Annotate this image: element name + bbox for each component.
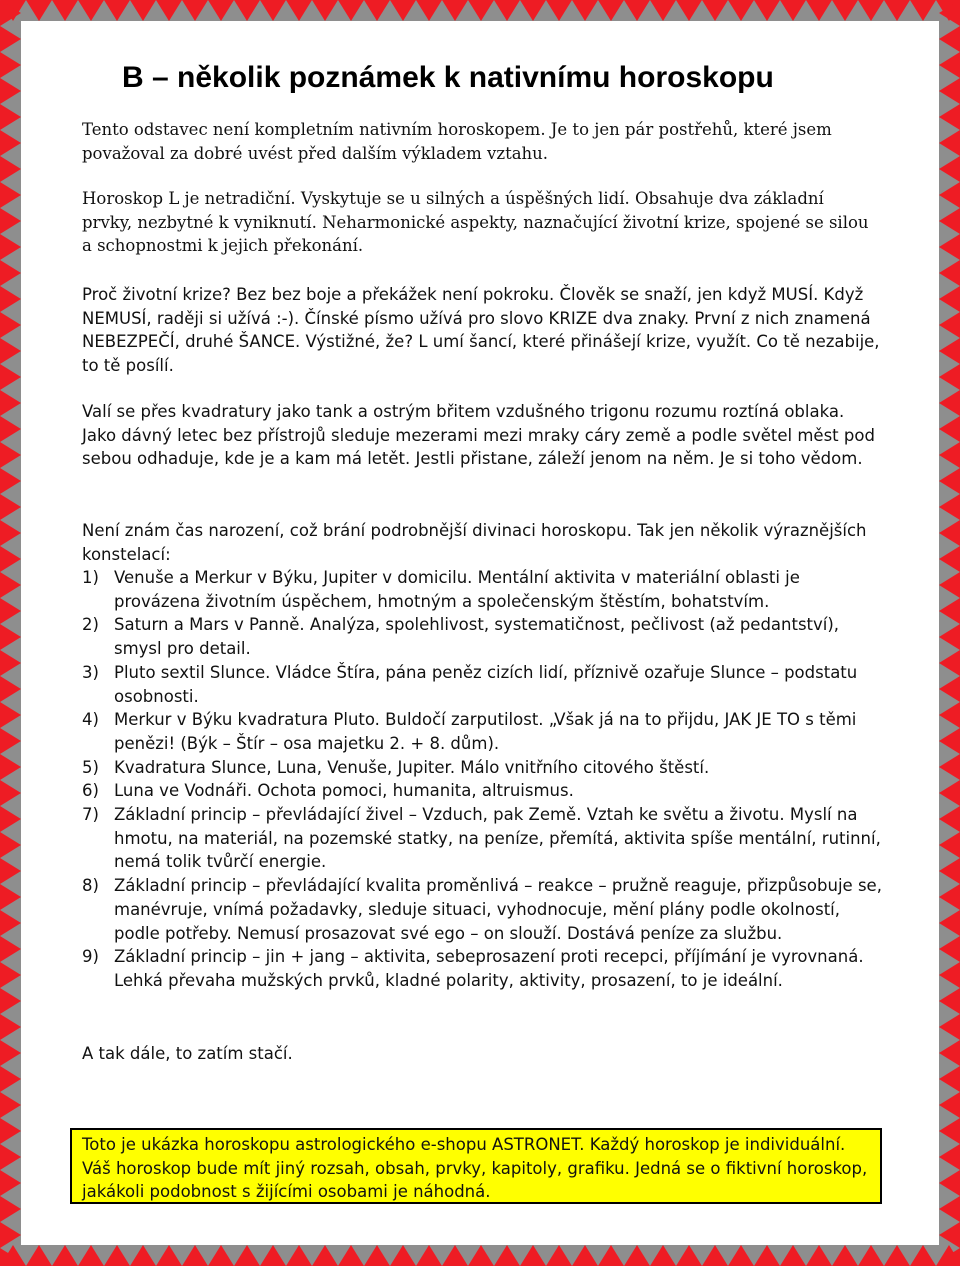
list-item [82, 803, 882, 874]
list-text: Základní princip – převládající živel – Vzduch, pak Země. Vztah ke světu a životu. Myslí na hmotu, na materiál, na pozemské statky, na peníze, přemítá, aktivita spíše mentální, rutinní, nemá tolik tvůrčí energie. [114, 805, 881, 872]
horoskop-paragraph: Horoskop L je netradiční. Vyskytuje se u silných a úspěšných lidí. Obsahuje dva základní prvky, nezbytné k vyniknutí. Neharmonické aspekty, naznačující životní krize, spojené se silou a schopnostmi k jejich překonání. [82, 189, 869, 256]
list-number: 3) [82, 662, 99, 682]
list-text: Saturn a Mars v Panně. Analýza, spolehlivost, systematičnost, pečlivost (až pedantství), smysl pro detail. [114, 615, 840, 659]
constellation-list [82, 566, 882, 993]
list-item [82, 874, 882, 945]
list-text: Základní princip – jin + jang – aktivita, sebeprosazení proti recepci, příjímání je vyrovnaná. Lehká převaha mužských prvků, kladné polarity, aktivity, prosazení, to je ideální. [114, 947, 864, 990]
list-text: Luna ve Vodnáři. Ochota pomoci, humanita, altruismus. [114, 781, 574, 801]
list-text: Venuše a Merkur v Býku, Jupiter v domicilu. Mentální aktivita v materiální oblasti je provázena životním úspěchem, hmotným a společenským štěstím, bohatstvím. [114, 568, 800, 611]
list-item [82, 708, 882, 755]
list-number: 8) [82, 876, 99, 896]
page-title: B – několik poznámek k nativnímu horoskopu [122, 61, 774, 94]
list-number: 9) [82, 947, 99, 967]
crisis-paragraph: Proč životní krize? Bez bez boje a překážek není pokroku. Člověk se snaží, jen když MUSÍ. Když NEMUSÍ, raději si užívá :-). Čínské písmo užívá pro slovo KRIZE dva znaky. První z nich znamená NEBEZPEČÍ, druhé ŠANCE. Výstižné, že? L umí šancí, které přinášejí krize, využít. Co tě nezabije, to tě posílí. [82, 285, 880, 376]
list-number: 5) [82, 757, 99, 777]
list-number: 7) [82, 805, 99, 825]
list-item [82, 613, 882, 660]
list-item [82, 945, 882, 992]
list-text: Kvadratura Slunce, Luna, Venuše, Jupiter. Málo vnitřního citového štěstí. [114, 757, 710, 777]
list-number: 1) [82, 568, 99, 587]
list-number: 6) [82, 781, 99, 801]
list-text: Pluto sextil Slunce. Vládce Štíra, pána peněz cizích lidí, příznivě ozařuje Slunce – podstatu osobnosti. [114, 662, 858, 706]
list-text: Základní princip – převládající kvalita proměnlivá – reakce – pružně reaguje, přizpůsobuje se, manévruje, vnímá požadavky, sleduje situaci, vyhodnocuje, mění plány podle okolností, podle potřeby. Nemusí prosazovat své ego – on slouží. Dostává peníze za službu. [114, 876, 882, 943]
list-item [82, 661, 882, 708]
list-item [82, 779, 882, 803]
birth-time-paragraph: Není znám čas narození, což brání podrobnější divinaci horoskopu. Tak jen několik výraznějších konstelací: [82, 521, 867, 564]
sample-notice-box: Toto je ukázka horoskopu astrologického e-shopu ASTRONET. Každý horoskop je individuální. Váš horoskop bude mít jiný rozsah, obsah, prvky, kapitoly, grafiku. Jedná se o fiktivní horoskop, jakákoli podobnost s žijícími osobami je náhodná. [70, 1128, 882, 1204]
intro-paragraph: Tento odstavec není kompletním nativním horoskopem. Je to jen pár postřehů, které jsem považoval za dobré uvést před dalším výkladem vztahu. [82, 120, 832, 163]
quadrature-paragraph: Valí se přes kvadratury jako tank a ostrým břitem vzdušného trigonu rozumu roztíná oblaka. Jako dávný letec bez přístrojů sleduje mezerami mezi mraky cáry země a podle světel měst pod sebou odhaduje, kde je a kam má letět. Jestli přistane, záleží jenom na něm. Je si toho vědom. [82, 402, 875, 469]
closing-line: A tak dále, to zatím stačí. [82, 1044, 293, 1063]
list-item [82, 756, 882, 780]
list-item [82, 566, 882, 613]
list-number: 4) [82, 710, 99, 730]
list-text: Merkur v Býku kvadratura Pluto. Buldočí zarputilost. „Však já na to přijdu, JAK JE TO s těmi penězi! (Býk – Štír – osa majetku 2. + 8. dům). [114, 710, 857, 753]
list-number: 2) [82, 615, 99, 635]
